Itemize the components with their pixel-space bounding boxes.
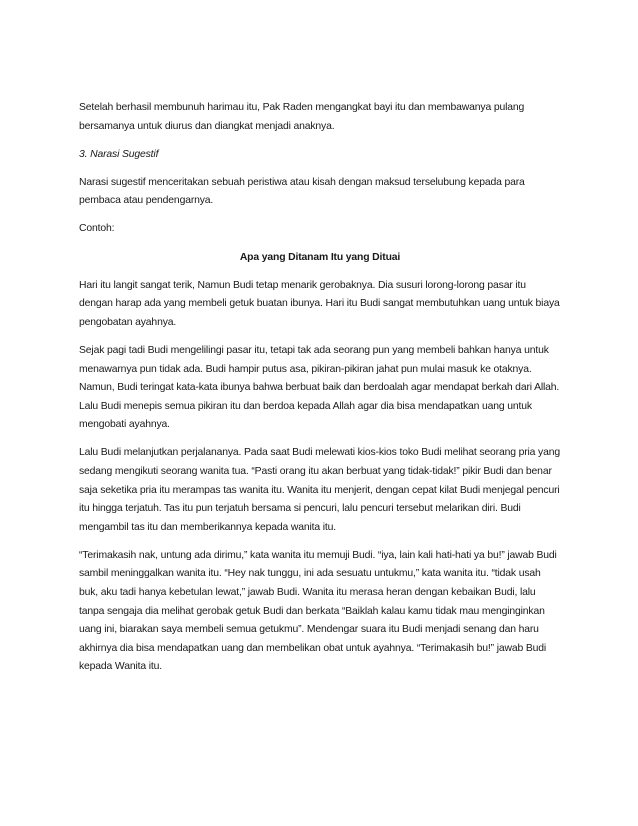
- story-paragraph: Hari itu langit sangat terik, Namun Budi tetap menarik gerobaknya. Dia susuri lorong-lorong pasar itu dengan harap ada yang membeli getuk buatan ibunya. Hari itu Budi sangat membutuhkan uang untuk biaya pengobatan ayahnya.: [79, 279, 560, 328]
- story-title: Apa yang Ditanam Itu yang Dituai: [239, 251, 401, 263]
- section-heading: 3. Narasi Sugestif: [79, 148, 159, 160]
- story-paragraph: Sejak pagi tadi Budi mengelilingi pasar itu, tetapi tak ada seorang pun yang membeli bahkan hanya untuk menawarnya pun tidak ada. Budi hampir putus asa, pikiran-pikiran jahat pun mulai masuk ke otaknya. Namun, Budi teringat kata-kata ibunya bahwa berbuat baik dan berdoalah agar mendapat berkah dari Allah. Lalu Budi menepis semua pikiran itu dan berdoa kepada Allah agar dia bisa mendapatkan uang untuk mengobati ayahnya.: [79, 344, 560, 431]
- example-label: Contoh:: [79, 223, 115, 235]
- intro-paragraph: Setelah berhasil membunuh harimau itu, Pak Raden mengangkat bayi itu dan membawanya pulang bersamanya untuk diurus dan diangkat menjadi anaknya.: [79, 102, 525, 132]
- definition-paragraph: Narasi sugestif menceritakan sebuah peristiwa atau kisah dengan maksud terselubung kepada para pembaca atau pendengarnya.: [79, 176, 525, 207]
- story-paragraph: “Terimakasih nak, untung ada dirimu,” kata wanita itu memuji Budi. “iya, lain kali hati-hati ya bu!” jawab Budi sambil meninggalkan wanita itu. “Hey nak tunggu, ini ada sesuatu untukmu,” kata wanita itu. “tidak usah buk, aku tadi hanya kebetulan lewat,” jawab Budi. Wanita itu merasa heran dengan kebaikan Budi, lalu tanpa sengaja dia melihat gerobak getuk Budi dan berkata “Baiklah kalau kamu tidak mau menginginkan uang ini, biarakan saya membeli semua getukmu”. Mendengar suara itu Budi menjadi senang dan haru akhirnya dia bisa mendapatkan uang dan membelikan obat untuk ayahnya. “Terimakasih bu!” jawab Budi kepada Wanita itu.: [79, 549, 557, 673]
- document-page: [79, 99, 561, 687]
- story-paragraph: Lalu Budi melanjutkan perjalananya. Pada saat Budi melewati kios-kios toko Budi melihat seorang pria yang sedang mengikuti seorang wanita tua. “Pasti orang itu akan berbuat yang tidak-tidak!” pikir Budi dan benar saja seketika pria itu merampas tas wanita itu. Wanita itu menjerit, dengan cepat kilat Budi menjegal pencuri itu hingga terjatuh. Tas itu pun terjatuh bersama si pencuri, lalu pencuri tersebut melarikan diri. Budi mengambil tas itu dan memberikannya kepada wanita itu.: [79, 447, 560, 533]
